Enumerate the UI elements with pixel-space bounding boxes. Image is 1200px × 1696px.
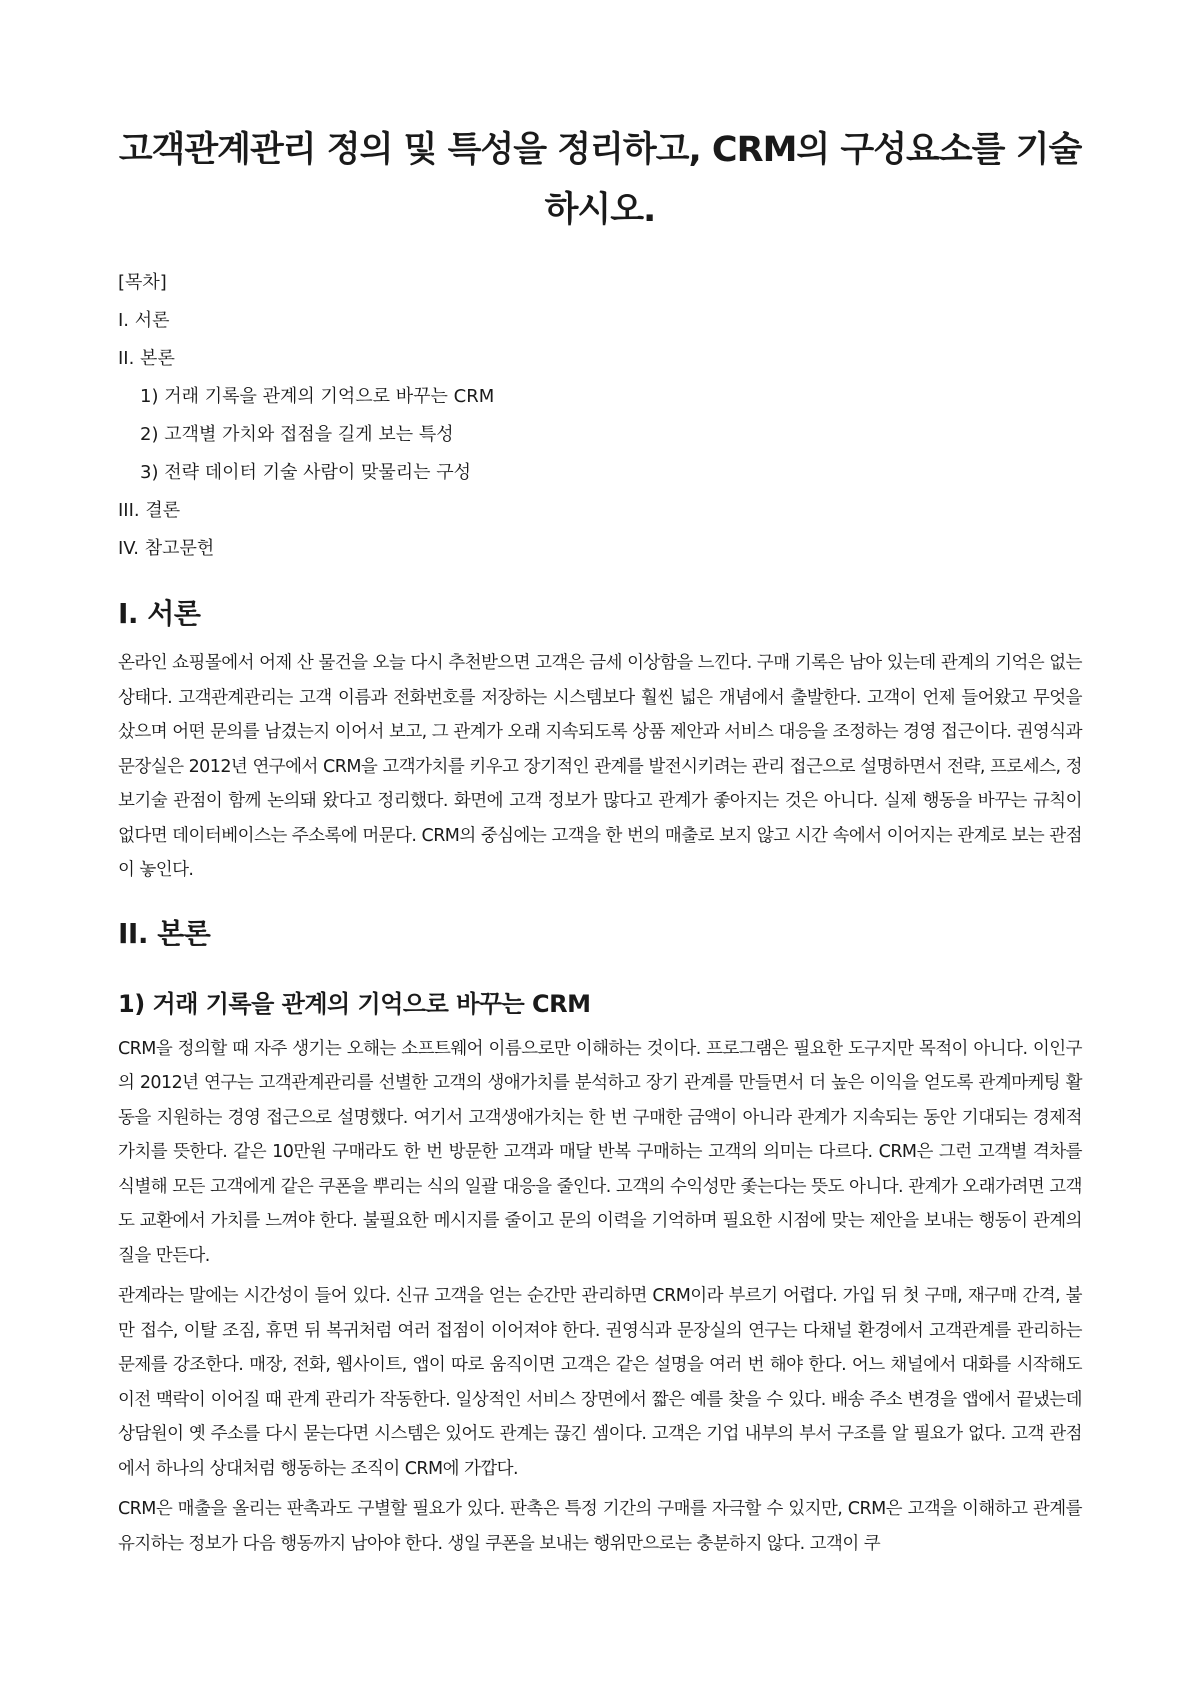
toc-item: I. 서론 bbox=[118, 310, 170, 331]
document-title: 고객관계관리 정의 및 특성을 정리하고, CRM의 구성요소를 기술하시오. bbox=[118, 130, 1082, 230]
table-of-contents bbox=[118, 264, 1082, 568]
body-paragraph: CRM을 정의할 때 자주 생기는 오해는 소프트웨어 이름으로만 이해하는 것이다. 프로그램은 필요한 도구지만 목적이 아니다. 이인구의 2012년 연구는 고객관계관리를 선별한 고객의 생애가치를 분석하고 장기 관계를 만들면서 더 높은 이익을 얻도록 관계마케팅 활동을 지원하는 경영 접근으로 설명했다. 여기서 고객생애가치는 한 번 구매한 금액이 아니라 관계가 지속되는 동안 기대되는 경제적 가치를 뜻한다. 같은 10만원 구매라도 한 번 방문한 고객과 매달 반복 구매하는 고객의 의미는 다르다. CRM은 그런 고객별 격차를 식별해 모든 고객에게 같은 쿠폰을 뿌리는 식의 일괄 대응을 줄인다. 고객의 수익성만 좇는다는 뜻도 아니다. 관계가 오래가려면 고객도 교환에서 가치를 느껴야 한다. 불필요한 메시지를 줄이고 문의 이력을 기억하며 필요한 시점에 맞는 제안을 보내는 행동이 관계의 질을 만든다. bbox=[118, 1038, 1082, 1266]
toc-item: 2) 고객별 가치와 접점을 길게 보는 특성 bbox=[140, 424, 454, 445]
toc-item: IV. 참고문헌 bbox=[118, 538, 215, 559]
section-heading-intro: I. 서론 bbox=[118, 597, 201, 630]
toc-item: II. 본론 bbox=[118, 348, 175, 369]
toc-item: 1) 거래 기록을 관계의 기억으로 바꾸는 CRM bbox=[140, 386, 495, 407]
toc-item: 3) 전략 데이터 기술 사람이 맞물리는 구성 bbox=[140, 462, 472, 483]
toc-item: III. 결론 bbox=[118, 500, 181, 521]
body-paragraph: CRM은 매출을 올리는 판촉과도 구별할 필요가 있다. 판촉은 특정 기간의 구매를 자극할 수 있지만, CRM은 고객을 이해하고 관계를 유지하는 정보가 다음 행동까지 남아야 한다. 생일 쿠폰을 보내는 행위만으로는 충분하지 않다. 고객이 쿠 bbox=[118, 1499, 1082, 1554]
document-page bbox=[118, 0, 1082, 1567]
section-heading-body: II. 본론 bbox=[118, 916, 211, 950]
subsection-heading-1: 1) 거래 기록을 관계의 기억으로 바꾸는 CRM bbox=[118, 989, 591, 1018]
toc-list bbox=[118, 302, 1082, 568]
intro-paragraph: 온라인 쇼핑몰에서 어제 산 물건을 오늘 다시 추천받으면 고객은 금세 이상함을 느낀다. 구매 기록은 남아 있는데 관계의 기억은 없는 상태다. 고객관계관리는 고객 이름과 전화번호를 저장하는 시스템보다 훨씬 넓은 개념에서 출발한다. 고객이 언제 들어왔고 무엇을 샀으며 어떤 문의를 남겼는지 이어서 보고, 그 관계가 오래 지속되도록 상품 제안과 서비스 대응을 조정하는 경영 접근이다. 권영식과 문장실은 2012년 연구에서 CRM을 고객가치를 키우고 장기적인 관계를 발전시키려는 관리 접근으로 설명하면서 전략, 프로세스, 정보기술 관점이 함께 논의돼 왔다고 정리했다. 화면에 고객 정보가 많다고 관계가 좋아지는 것은 아니다. 실제 행동을 바꾸는 규칙이 없다면 데이터베이스는 주소록에 머문다. CRM의 중심에는 고객을 한 번의 매출로 보지 않고 시간 속에서 이어지는 관계로 보는 관점이 놓인다. bbox=[118, 653, 1082, 880]
body-paragraph: 관계라는 말에는 시간성이 들어 있다. 신규 고객을 얻는 순간만 관리하면 CRM이라 부르기 어렵다. 가입 뒤 첫 구매, 재구매 간격, 불만 접수, 이탈 조짐, 휴면 뒤 복귀처럼 여러 접점이 이어져야 한다. 권영식과 문장실의 연구는 다채널 환경에서 고객관계를 관리하는 문제를 강조한다. 매장, 전화, 웹사이트, 앱이 따로 움직이면 고객은 같은 설명을 여러 번 해야 한다. 어느 채널에서 대화를 시작해도 이전 맥락이 이어질 때 관계 관리가 작동한다. 일상적인 서비스 장면에서 짧은 예를 찾을 수 있다. 배송 주소 변경을 앱에서 끝냈는데 상담원이 옛 주소를 다시 묻는다면 시스템은 있어도 관계는 끊긴 셈이다. 고객은 기업 내부의 부서 구조를 알 필요가 없다. 고객 관점에서 하나의 상대처럼 행동하는 조직이 CRM에 가깝다. bbox=[118, 1286, 1082, 1479]
toc-heading: [목차] bbox=[118, 272, 167, 293]
